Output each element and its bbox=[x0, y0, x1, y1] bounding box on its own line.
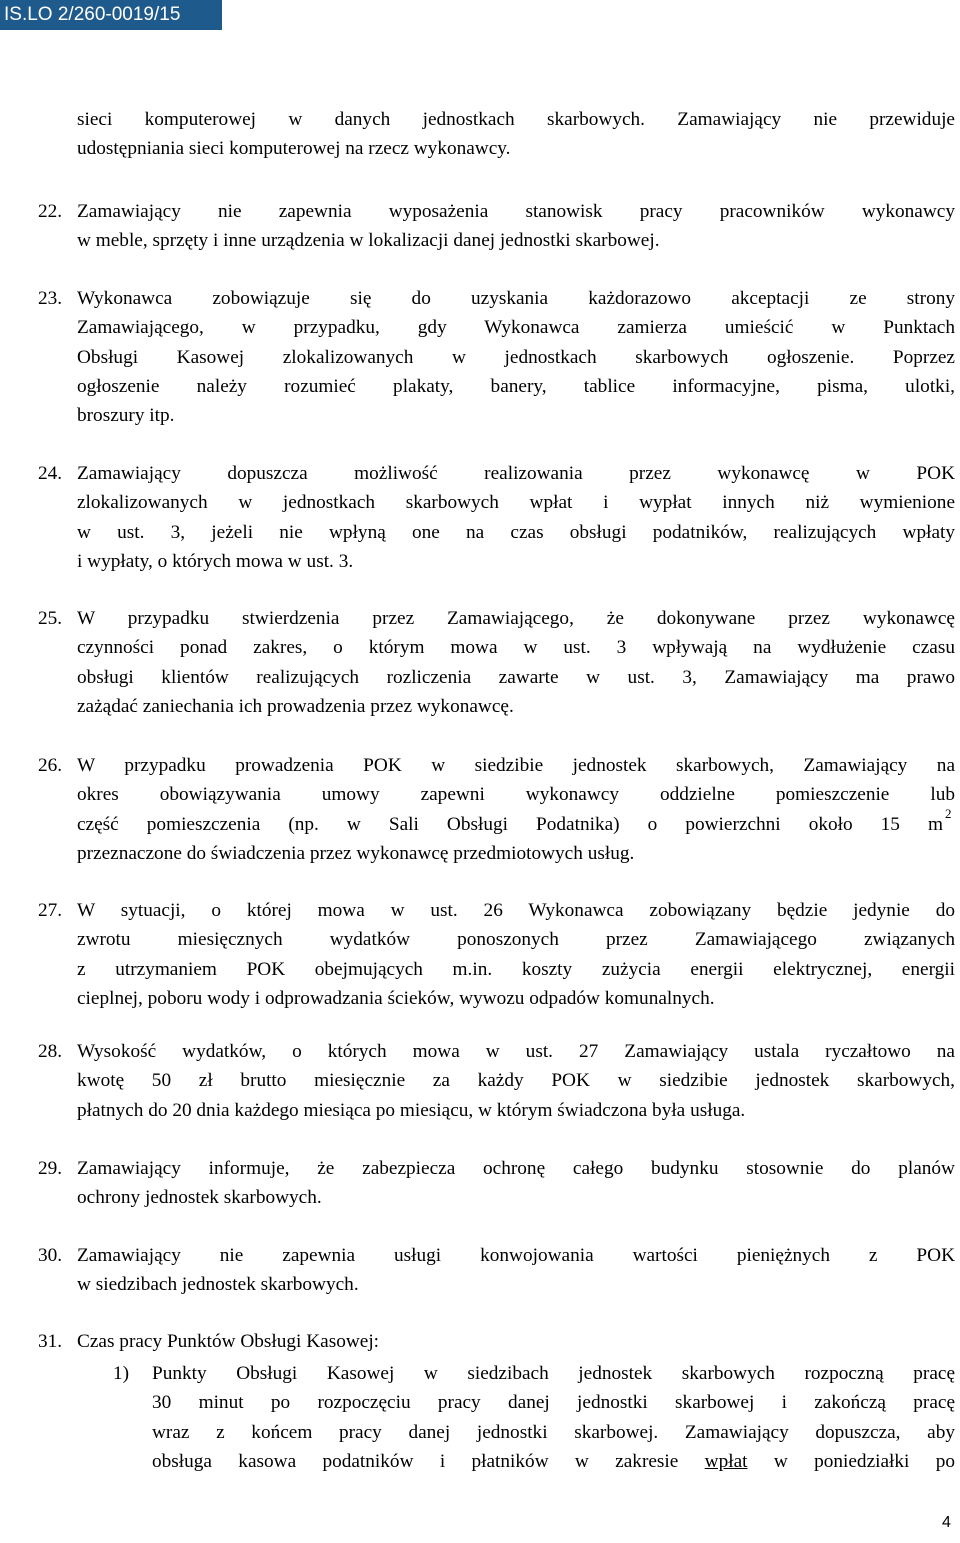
paragraph-line: Zamawiający nie zapewnia wyposażenia stanowisk pracy pracowników wykonawcy bbox=[77, 201, 955, 222]
paragraph-line: w ust. 3, jeżeli nie wpłyną one na czas obsługi podatników, realizujących wpłaty bbox=[77, 521, 955, 543]
paragraph-line: cieplnej, poboru wody i odprowadzania ścieków, wywozu odpadów komunalnych. bbox=[77, 987, 715, 1009]
subitem-line: wraz z końcem pracy danej jednostki skarbowej. Zamawiający dopuszcza, aby bbox=[152, 1421, 955, 1443]
paragraph-line: część pomieszczenia (np. w Sali Obsługi Podatnika) o powierzchni około 15 m bbox=[77, 813, 943, 835]
paragraph-line: w meble, sprzęty i inne urządzenia w lokalizacji danej jednostki skarbowej. bbox=[77, 230, 660, 252]
paragraph-line: płatnych do 20 dnia każdego miesiąca po miesiącu, w którym świadczona była usługa. bbox=[77, 1099, 746, 1121]
paragraph-line: zlokalizowanych w jednostkach skarbowych wpłat i wypłat innych niż wymienione bbox=[77, 492, 955, 514]
paragraph-line: sieci komputerowej w danych jednostkach skarbowych. Zamawiający nie przewiduje bbox=[77, 109, 955, 130]
paragraph-line: z utrzymaniem POK obejmujących m.in. koszty zużycia energii elektrycznej, energii bbox=[77, 958, 955, 980]
subitem-text: obsługa kasowa podatników i płatników w zakresie bbox=[152, 1450, 705, 1472]
underlined-term: wpłat bbox=[704, 1450, 748, 1472]
subitem-number: 1) bbox=[113, 1363, 130, 1384]
paragraph-line: Wysokość wydatków, o których mowa w ust. 27 Zamawiający ustala ryczałtowo na bbox=[77, 1041, 955, 1062]
paragraph-number: 23. bbox=[38, 288, 63, 309]
paragraph-line: Zamawiający dopuszcza możliwość realizowania przez wykonawcę w POK bbox=[77, 463, 955, 484]
paragraph-line: Wykonawca zobowiązuje się do uzyskania każdorazowo akceptacji ze strony bbox=[77, 288, 955, 309]
paragraph-line: W przypadku stwierdzenia przez Zamawiającego, że dokonywane przez wykonawcę bbox=[77, 608, 955, 629]
paragraph-number: 28. bbox=[38, 1041, 63, 1062]
paragraph-number: 31. bbox=[38, 1331, 63, 1352]
paragraph-number: 22. bbox=[38, 201, 63, 222]
paragraph-line: W przypadku prowadzenia POK w siedzibie jednostek skarbowych, Zamawiający na bbox=[77, 755, 955, 776]
paragraph-line: Zamawiający informuje, że zabezpiecza ochronę całego budynku stosownie do planów bbox=[77, 1158, 955, 1179]
paragraph-line: udostępniania sieci komputerowej na rzecz wykonawcy. bbox=[77, 138, 511, 160]
paragraph-line: zażądać zaniechania ich prowadzenia przez wykonawcę. bbox=[77, 695, 514, 717]
subitem-line: 30 minut po rozpoczęciu pracy danej jednostki skarbowej i zakończą pracę bbox=[152, 1392, 955, 1414]
doc-ref-text: IS.LO 2/260-0019/15 bbox=[4, 4, 181, 25]
paragraph-number: 24. bbox=[38, 463, 63, 484]
paragraph-line: Zamawiającego, w przypadku, gdy Wykonawca zamierza umieścić w Punktach bbox=[77, 317, 955, 339]
paragraph-number: 30. bbox=[38, 1245, 63, 1266]
page-number: 4 bbox=[942, 1514, 951, 1531]
paragraph-line: w siedzibach jednostek skarbowych. bbox=[77, 1274, 359, 1296]
paragraph-line: czynności ponad zakres, o którym mowa w ust. 3 wpływają na wydłużenie czasu bbox=[77, 637, 955, 659]
document-reference-header bbox=[0, 0, 222, 30]
paragraph-line: broszury itp. bbox=[77, 405, 175, 427]
paragraph-line: W sytuacji, o której mowa w ust. 26 Wykonawca zobowiązany będzie jedynie do bbox=[77, 900, 955, 921]
paragraph-number: 27. bbox=[38, 900, 63, 921]
paragraph-line: ogłoszenie należy rozumieć plakaty, banery, tablice informacyjne, pisma, ulotki, bbox=[77, 375, 955, 397]
paragraph-line: okres obowiązywania umowy zapewni wykonawcy oddzielne pomieszczenie lub bbox=[77, 784, 955, 806]
subitem-text: w poniedziałki po bbox=[747, 1450, 955, 1472]
area-unit-superscript: 2 bbox=[945, 805, 952, 821]
paragraph-line: przeznaczone do świadczenia przez wykonawcę przedmiotowych usług. bbox=[77, 842, 635, 864]
paragraph-number: 29. bbox=[38, 1158, 63, 1179]
paragraph-number: 26. bbox=[38, 755, 63, 776]
paragraph-line: Czas pracy Punktów Obsługi Kasowej: bbox=[77, 1331, 380, 1352]
paragraph-line: kwotę 50 zł brutto miesięcznie za każdy POK w siedzibie jednostek skarbowych, bbox=[77, 1070, 955, 1092]
paragraph-line: ochrony jednostek skarbowych. bbox=[77, 1187, 322, 1209]
subitem-line bbox=[152, 1447, 955, 1476]
subitem-line: Punkty Obsługi Kasowej w siedzibach jednostek skarbowych rozpoczną pracę bbox=[152, 1363, 955, 1384]
paragraph-line: obsługi klientów realizujących rozliczenia zawarte w ust. 3, Zamawiający ma prawo bbox=[77, 666, 955, 688]
paragraph-line: Zamawiający nie zapewnia usługi konwojowania wartości pieniężnych z POK bbox=[77, 1245, 955, 1266]
paragraph-line: Obsługi Kasowej zlokalizowanych w jednostkach skarbowych ogłoszenie. Poprzez bbox=[77, 346, 955, 368]
paragraph-line: i wypłaty, o których mowa w ust. 3. bbox=[77, 550, 354, 572]
paragraph-line: zwrotu miesięcznych wydatków ponoszonych przez Zamawiającego związanych bbox=[77, 929, 955, 951]
paragraph-number: 25. bbox=[38, 608, 63, 629]
